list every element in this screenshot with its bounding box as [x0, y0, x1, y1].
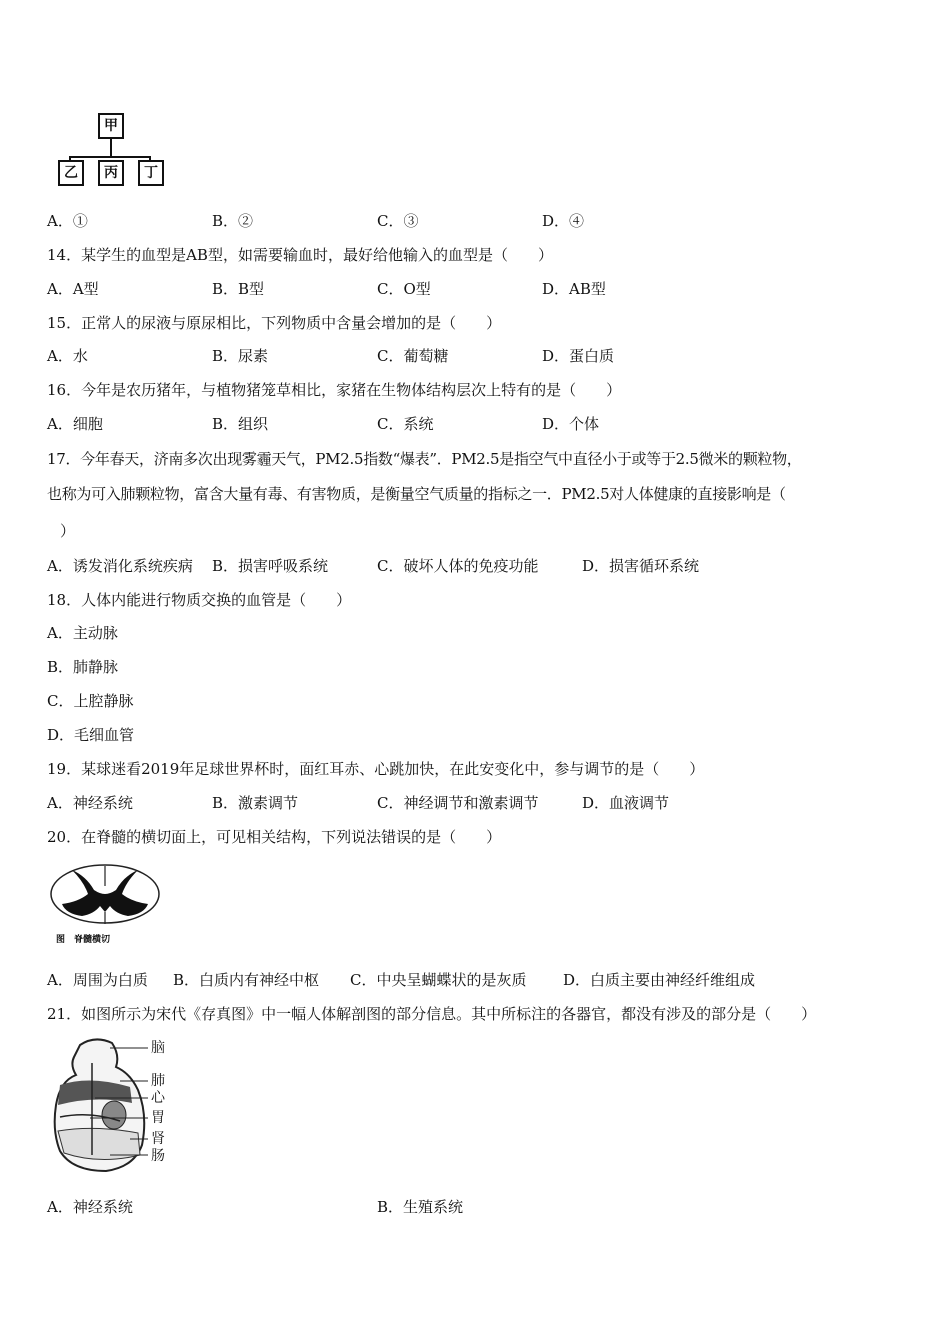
anatomy-figure	[50, 1035, 190, 1180]
q21-option-b: B．生殖系统	[377, 1198, 464, 1216]
q16-option-c: C．系统	[377, 415, 434, 433]
label-heart: 心	[151, 1090, 165, 1106]
q15-option-a: A．水	[47, 347, 88, 365]
q15-option-b: B．尿素	[212, 347, 269, 365]
q20-option-b: B．白质内有神经中枢	[173, 971, 320, 989]
q16-option-a: A．细胞	[47, 415, 103, 433]
spinal-cord-illustration	[48, 862, 163, 927]
q14-stem: 14．某学生的血型是AB型，如需要输血时，最好给他输入的血型是（ ）	[47, 246, 553, 264]
q14-option-a: A．A型	[47, 280, 99, 298]
q16-stem: 16．今年是农历猪年，与植物猪笼草相比，家猪在生物体结构层次上特有的是（ ）	[47, 381, 622, 399]
q20-option-d: D．白质主要由神经纤维组成	[563, 971, 756, 989]
diagram-node-3: 丁	[138, 160, 164, 186]
q13-hierarchy-diagram	[60, 110, 170, 185]
q13-option-d: D．④	[542, 212, 585, 230]
q16-option-b: B．组织	[212, 415, 269, 433]
q14-option-c: C．O型	[377, 280, 431, 298]
q16-option-d: D．个体	[542, 415, 600, 433]
diagram-node-1: 乙	[58, 160, 84, 186]
q15-option-d: D．蛋白质	[542, 347, 615, 365]
q13-option-a: A．①	[47, 212, 88, 230]
q17-option-d: D．损害循环系统	[582, 557, 700, 575]
q21-option-a: A．神经系统	[47, 1198, 133, 1216]
spinal-cord-cross-section-figure	[48, 862, 168, 947]
label-kidney: 肾	[151, 1131, 165, 1147]
diagram-node-top: 甲	[98, 113, 124, 139]
q18-option-b: B．肺静脉	[47, 658, 119, 676]
q19-option-c: C．神经调节和激素调节	[377, 794, 539, 812]
q15-option-c: C．葡萄糖	[377, 347, 449, 365]
diagram-node-2: 丙	[98, 160, 124, 186]
q20-option-c: C．中央呈蝴蝶状的是灰质	[350, 971, 527, 989]
q17-stem-line3: ）	[60, 522, 76, 540]
q19-option-a: A．神经系统	[47, 794, 133, 812]
q14-option-b: B．B型	[212, 280, 265, 298]
q17-stem-line1: 17．今年春天，济南多次出现雾霾天气，PM2.5指数“爆表”．PM2.5是指空气中直径小于或等于2.5微米的颗粒物，	[47, 450, 802, 468]
q18-stem: 18．人体内能进行物质交换的血管是（ ）	[47, 591, 352, 609]
q21-stem: 21．如图所示为宋代《存真图》中一幅人体解剖图的部分信息。其中所标注的各器官，都没有涉及的部分是（ ）	[47, 1005, 817, 1023]
q13-option-c: C．③	[377, 212, 419, 230]
q18-option-a: A．主动脉	[47, 624, 118, 642]
q17-option-b: B．损害呼吸系统	[212, 557, 329, 575]
q14-option-d: D．AB型	[542, 280, 606, 298]
q15-stem: 15．正常人的尿液与原尿相比，下列物质中含量会增加的是（ ）	[47, 314, 502, 332]
label-lung: 肺	[151, 1073, 165, 1089]
label-stomach: 胃	[151, 1110, 165, 1126]
label-leader-lines	[50, 1035, 190, 1180]
q20-option-a: A．周围为白质	[47, 971, 148, 989]
q19-stem: 19．某球迷看2019年足球世界杯时，面红耳赤、心跳加快，在此安变化中，参与调节的是（ ）	[47, 760, 705, 778]
q20-stem: 20．在脊髓的横切面上，可见相关结构，下列说法错误的是（ ）	[47, 828, 502, 846]
q18-option-c: C．上腔静脉	[47, 692, 134, 710]
q17-option-a: A．诱发消化系统疾病	[47, 557, 193, 575]
label-intestine: 肠	[151, 1148, 165, 1164]
figure-caption: 图 脊髓横切	[56, 935, 111, 945]
q17-option-c: C．破坏人体的免疫功能	[377, 557, 539, 575]
q18-option-d: D．毛细血管	[47, 726, 135, 744]
q19-option-b: B．激素调节	[212, 794, 299, 812]
q13-option-b: B．②	[212, 212, 254, 230]
label-brain: 脑	[151, 1040, 165, 1056]
q17-stem-line2: 也称为可入肺颗粒物，富含大量有毒、有害物质，是衡量空气质量的指标之一．PM2.5对人体健康的直接影响是（	[47, 485, 786, 503]
q19-option-d: D．血液调节	[582, 794, 670, 812]
